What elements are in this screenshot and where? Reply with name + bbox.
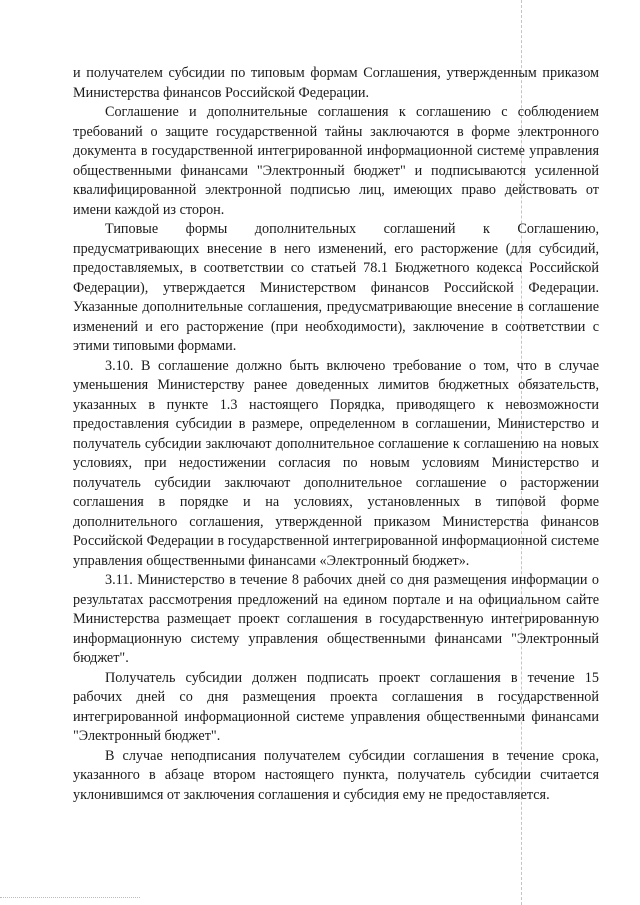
document-body — [73, 64, 599, 805]
paragraph-7: В случае неподписания получателем субсидии соглашения в течение срока, указанного в абзаце втором настоящего пункта, получатель субсидии считается уклонившимся от заключения соглашения и субсидия ему не предоставляется. — [73, 747, 599, 803]
paragraph-6: Получатель субсидии должен подписать проект соглашения в течение 15 рабочих дней со дня размещения проекта соглашения в государственной интегрированной информационной системе управления общественными финансами "Электронный бюджет". — [73, 669, 599, 744]
paragraph-1: и получателем субсидии по типовым формам Соглашения, утвержденным приказом Министерства финансов Российской Федерации. — [73, 65, 599, 101]
paragraph-5: 3.11. Министерство в течение 8 рабочих дней со дня размещения информации о результатах рассмотрения предложений на едином портале и на официальном сайте Министерства размещает проект соглашения в государственную интегрированную информационную систему управления общественными финансами "Электронный бюджет". — [73, 572, 599, 666]
paragraph-4: 3.10. В соглашение должно быть включено требование о том, что в случае уменьшения Министерству ранее доведенных лимитов бюджетных обязательств, указанных в пункте 1.3 настоящего Порядка, приводящего к невозможности предоставления субсидии в размере, определенном в соглашении, Министерство и получатель субсидии заключают дополнительное соглашение к соглашению на новых условиях, при недостижении согласия по новым условиям Министерство и получатель субсидии заключают дополнительное соглашение о расторжении соглашения в порядке и на условиях, установленных в типовой форме дополнительного соглашения, утвержденной приказом Министерства финансов Российской Федерации в государственной интегрированной информационной системе управления общественными финансами «Электронный бюджет». — [73, 357, 599, 569]
paragraph-2: Соглашение и дополнительные соглашения к соглашению с соблюдением требований о защите государственной тайны заключаются в форме электронного документа в государственной интегрированной информационной системе управления общественными финансами "Электронный бюджет" и подписываются усиленной квалифицированной электронной подписью лиц, имеющих право действовать от имени каждой из сторон. — [73, 104, 599, 218]
scan-artifact — [0, 897, 140, 898]
paragraph-3: Типовые формы дополнительных соглашений к Соглашению, предусматривающих внесение в него изменений, его расторжение (для субсидий, предоставляемых, в соответствии со статьей 78.1 Бюджетного кодекса Российской Федерации), утверждается Министерством финансов Российской Федерации. Указанные дополнительные соглашения, предусматривающие внесение в соглашение изменений и его расторжение (при необходимости), заключение в соответствии с этими типовыми формами. — [73, 221, 599, 354]
